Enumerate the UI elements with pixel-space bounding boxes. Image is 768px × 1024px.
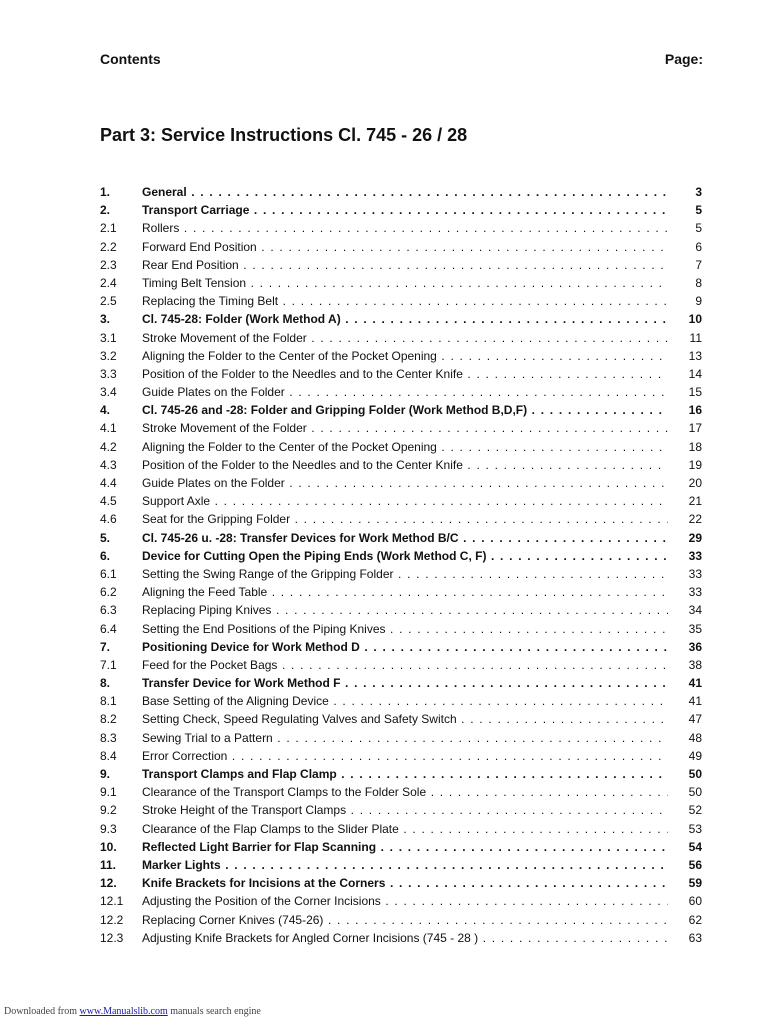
toc-entry-page: 36 <box>688 639 702 654</box>
toc-entry-page: 3 <box>695 185 702 199</box>
toc-entry-number: 4.6 <box>100 512 117 527</box>
toc-entry-page: 7 <box>695 257 702 272</box>
toc-entry-title: Support Axle . . . <box>142 492 668 510</box>
toc-entry-title: Replacing the Timing Belt . . . <box>142 292 668 310</box>
toc-entry-title: Transport Carriage . . . <box>142 201 668 219</box>
toc-entry-page: 19 <box>688 457 702 472</box>
toc-entry-number: 8.3 <box>100 730 117 745</box>
page-column-heading: Page: <box>664 51 703 67</box>
toc-entry-title: Clearance of the Flap Clamps to the Slider Plate . . . <box>142 820 668 838</box>
toc-entry-title: General . . . <box>142 183 668 201</box>
toc-entry-page: 50 <box>688 767 702 781</box>
toc-entry-page: 54 <box>688 839 702 854</box>
toc-entry[interactable] <box>100 419 704 437</box>
toc-entry-title: Seat for the Gripping Folder . . . <box>142 510 668 528</box>
toc-entry-number: 12.2 <box>100 912 124 927</box>
toc-entry-title: Reflected Light Barrier for Flap Scanning . . . <box>142 838 668 856</box>
toc-entry[interactable] <box>100 456 704 474</box>
toc-entry[interactable] <box>100 201 704 219</box>
toc-entry-page: 17 <box>688 421 702 436</box>
toc-entry-page: 10 <box>688 312 702 327</box>
toc-entry-title: Clearance of the Transport Clamps to the Folder Sole . . . <box>142 783 668 801</box>
toc-entry[interactable] <box>100 347 704 365</box>
toc-entry[interactable] <box>100 874 704 892</box>
toc-entry[interactable] <box>100 911 704 929</box>
footer-suffix: manuals search engine <box>167 1006 261 1017</box>
toc-entry[interactable] <box>100 183 704 201</box>
toc-entry-title: Position of the Folder to the Needles and to the Center Knife . . . <box>142 365 668 383</box>
toc-entry-title: Feed for the Pocket Bags . . . <box>142 656 668 674</box>
toc-entry-title: Aligning the Folder to the Center of the Pocket Opening . . . <box>142 438 668 456</box>
toc-entry-number: 4.3 <box>100 457 117 472</box>
toc-entry-page: 22 <box>688 512 702 527</box>
toc-entry[interactable] <box>100 547 704 565</box>
toc-entry[interactable] <box>100 747 704 765</box>
toc-entry-page: 47 <box>688 712 702 727</box>
toc-entry-number: 8.4 <box>100 748 117 763</box>
toc-entry-page: 33 <box>688 548 702 563</box>
toc-entry-number: 6.3 <box>100 603 117 618</box>
toc-entry-page: 9 <box>695 294 702 309</box>
toc-entry-number: 9.3 <box>100 821 117 836</box>
document-title: Part 3: Service Instructions Cl. 745 - 26 / 28 <box>100 125 468 145</box>
manualslib-link[interactable]: www.Manualslib.com <box>79 1006 168 1017</box>
toc-entry-page: 8 <box>695 275 702 290</box>
toc-entry-number: 5. <box>100 530 111 545</box>
toc-entry-page: 21 <box>688 494 702 509</box>
toc-entry[interactable] <box>100 438 704 456</box>
toc-entry-number: 3. <box>100 312 111 327</box>
toc-entry[interactable] <box>100 929 704 947</box>
toc-entry-page: 38 <box>688 657 702 672</box>
toc-entry-page: 60 <box>688 894 702 909</box>
toc-entry-page: 16 <box>688 403 702 418</box>
toc-entry-title: Adjusting the Position of the Corner Incisions . . . <box>142 892 668 910</box>
toc-entry-title: Aligning the Feed Table . . . <box>142 583 668 601</box>
toc-entry-page: 29 <box>688 530 702 545</box>
toc-entry[interactable] <box>100 474 704 492</box>
toc-entry-title: Positioning Device for Work Method D . . . <box>142 638 668 656</box>
toc-entry-title: Adjusting Knife Brackets for Angled Corner Incisions (745 - 28 ) . . . <box>142 929 668 947</box>
toc-entry[interactable] <box>100 601 704 619</box>
toc-entry[interactable] <box>100 310 704 328</box>
toc-entry[interactable] <box>100 801 704 819</box>
toc-entry-number: 3.4 <box>100 385 117 400</box>
toc-entry-number: 3.1 <box>100 330 117 345</box>
toc-entry-title: Base Setting of the Aligning Device . . . <box>142 692 668 710</box>
toc-entry-page: 5 <box>695 203 702 218</box>
toc-entry-page: 15 <box>688 385 702 400</box>
toc-entry[interactable] <box>100 219 704 237</box>
toc-entry-title: Stroke Movement of the Folder . . . <box>142 329 668 347</box>
toc-entry-title: Device for Cutting Open the Piping Ends (Work Method C, F) . . . <box>142 547 668 565</box>
toc-entry-page: 5 <box>695 221 702 236</box>
toc-entry-page: 11 <box>689 330 702 345</box>
toc-entry[interactable] <box>100 329 704 347</box>
toc-entry[interactable] <box>100 892 704 910</box>
toc-entry[interactable] <box>100 529 704 547</box>
toc-entry-number: 3.2 <box>100 348 117 363</box>
toc-entry-page: 49 <box>688 748 702 763</box>
toc-entry[interactable] <box>100 838 704 856</box>
toc-entry-page: 18 <box>688 439 702 454</box>
toc-entry-number: 6.4 <box>100 621 117 636</box>
toc-entry[interactable] <box>100 256 704 274</box>
toc-entry-title: Transport Clamps and Flap Clamp . . . <box>142 765 668 783</box>
toc-entry-page: 41 <box>688 694 702 709</box>
toc-entry-number: 4.1 <box>100 421 117 436</box>
toc-entry-number: 12. <box>100 876 117 891</box>
toc-entry[interactable] <box>100 292 704 310</box>
toc-entry-number: 11. <box>100 857 117 872</box>
toc-entry[interactable] <box>100 238 704 256</box>
toc-entry[interactable] <box>100 692 704 710</box>
toc-entry-page: 52 <box>688 803 702 818</box>
toc-entry[interactable] <box>100 656 704 674</box>
toc-entry-number: 9.1 <box>100 785 117 800</box>
table-of-contents <box>100 183 704 947</box>
toc-entry-number: 8.2 <box>100 712 117 727</box>
toc-entry-number: 2.1 <box>100 221 117 236</box>
toc-entry-title: Rollers . . . <box>142 219 668 237</box>
toc-entry-number: 2. <box>100 203 111 218</box>
toc-entry[interactable] <box>100 783 704 801</box>
toc-entry-page: 48 <box>688 730 702 745</box>
toc-entry-number: 6.2 <box>100 585 117 600</box>
toc-entry-title: Stroke Movement of the Folder . . . <box>142 419 668 437</box>
toc-entry-page: 35 <box>688 621 702 636</box>
toc-entry-title: Setting the End Positions of the Piping Knives . . . <box>142 620 668 638</box>
toc-entry-page: 56 <box>688 857 702 872</box>
toc-entry-number: 12.1 <box>100 894 124 909</box>
toc-entry[interactable] <box>100 565 704 583</box>
toc-entry-number: 10. <box>100 839 117 854</box>
toc-entry-title: Setting Check, Speed Regulating Valves and Safety Switch . . . <box>142 710 668 728</box>
toc-entry-title: Position of the Folder to the Needles and to the Center Knife . . . <box>142 456 668 474</box>
toc-entry-title: Timing Belt Tension . . . <box>142 274 668 292</box>
page-header <box>100 51 703 69</box>
toc-entry-number: 4. <box>100 403 111 418</box>
toc-entry[interactable] <box>100 820 704 838</box>
toc-entry[interactable] <box>100 638 704 656</box>
toc-entry-number: 9. <box>100 767 111 781</box>
toc-entry-title: Cl. 745-26 u. -28: Transfer Devices for Work Method B/C . . . <box>142 529 668 547</box>
toc-entry-title: Rear End Position . . . <box>142 256 668 274</box>
toc-entry-number: 3.3 <box>100 366 117 381</box>
toc-entry-number: 4.2 <box>100 439 117 454</box>
toc-entry-page: 53 <box>688 821 702 836</box>
toc-entry[interactable] <box>100 510 704 528</box>
toc-entry-page: 63 <box>688 930 702 945</box>
toc-entry-page: 34 <box>688 603 702 618</box>
toc-entry-number: 6. <box>100 548 111 563</box>
toc-entry-number: 2.3 <box>100 257 117 272</box>
toc-entry[interactable] <box>100 620 704 638</box>
toc-entry[interactable] <box>100 401 704 419</box>
toc-entry-number: 4.5 <box>100 494 117 509</box>
toc-entry-page: 50 <box>688 785 702 800</box>
toc-entry-title: Guide Plates on the Folder . . . <box>142 474 668 492</box>
toc-entry-number: 6.1 <box>100 566 117 581</box>
toc-entry-title: Cl. 745-26 and -28: Folder and Gripping Folder (Work Method B,D,F) . . . <box>142 401 668 419</box>
toc-entry[interactable] <box>100 765 704 783</box>
toc-entry-title: Stroke Height of the Transport Clamps . . . <box>142 801 668 819</box>
toc-entry-number: 7.1 <box>100 657 117 672</box>
toc-entry-number: 7. <box>100 639 111 654</box>
toc-entry-title: Knife Brackets for Incisions at the Corners . . . <box>142 874 668 892</box>
toc-entry-title: Guide Plates on the Folder . . . <box>142 383 668 401</box>
toc-entry[interactable] <box>100 674 704 692</box>
toc-entry-title: Error Correction . . . <box>142 747 668 765</box>
toc-entry-number: 8.1 <box>100 694 117 709</box>
toc-entry[interactable] <box>100 365 704 383</box>
footer-prefix: Downloaded from <box>4 1006 80 1017</box>
toc-entry-number: 1. <box>100 185 111 199</box>
toc-entry-number: 9.2 <box>100 803 117 818</box>
toc-entry-page: 20 <box>688 476 702 490</box>
toc-entry-page: 59 <box>688 876 702 891</box>
toc-entry[interactable] <box>100 274 704 292</box>
toc-entry-title: Forward End Position . . . <box>142 238 668 256</box>
toc-entry[interactable] <box>100 383 704 401</box>
toc-entry-page: 33 <box>688 566 702 581</box>
toc-entry-number: 2.4 <box>100 275 117 290</box>
toc-entry-title: Sewing Trial to a Pattern . . . <box>142 729 668 747</box>
download-footer <box>4 1006 261 1017</box>
toc-entry-number: 8. <box>100 676 111 691</box>
contents-heading: Contents <box>100 51 161 67</box>
toc-entry[interactable] <box>100 729 704 747</box>
toc-entry-page: 6 <box>695 239 702 254</box>
toc-entry-title: Marker Lights . . . <box>142 856 668 874</box>
toc-entry-title: Aligning the Folder to the Center of the Pocket Opening . . . <box>142 347 668 365</box>
toc-entry-title: Setting the Swing Range of the Gripping Folder . . . <box>142 565 668 583</box>
toc-entry[interactable] <box>100 492 704 510</box>
toc-entry-page: 62 <box>688 912 702 927</box>
toc-entry[interactable] <box>100 583 704 601</box>
toc-entry-number: 12.3 <box>100 930 124 945</box>
toc-entry-title: Cl. 745-28: Folder (Work Method A) . . . <box>142 310 668 328</box>
toc-entry-number: 4.4 <box>100 476 117 490</box>
toc-entry-title: Transfer Device for Work Method F . . . <box>142 674 668 692</box>
toc-entry[interactable] <box>100 710 704 728</box>
toc-entry-title: Replacing Piping Knives . . . <box>142 601 668 619</box>
toc-entry-page: 33 <box>688 585 702 600</box>
toc-entry-number: 2.5 <box>100 294 117 309</box>
toc-entry-page: 13 <box>688 348 702 363</box>
toc-entry[interactable] <box>100 856 704 874</box>
toc-entry-page: 41 <box>688 676 702 691</box>
toc-entry-page: 14 <box>688 366 702 381</box>
toc-entry-title: Replacing Corner Knives (745-26) . . . <box>142 911 668 929</box>
toc-entry-number: 2.2 <box>100 239 117 254</box>
